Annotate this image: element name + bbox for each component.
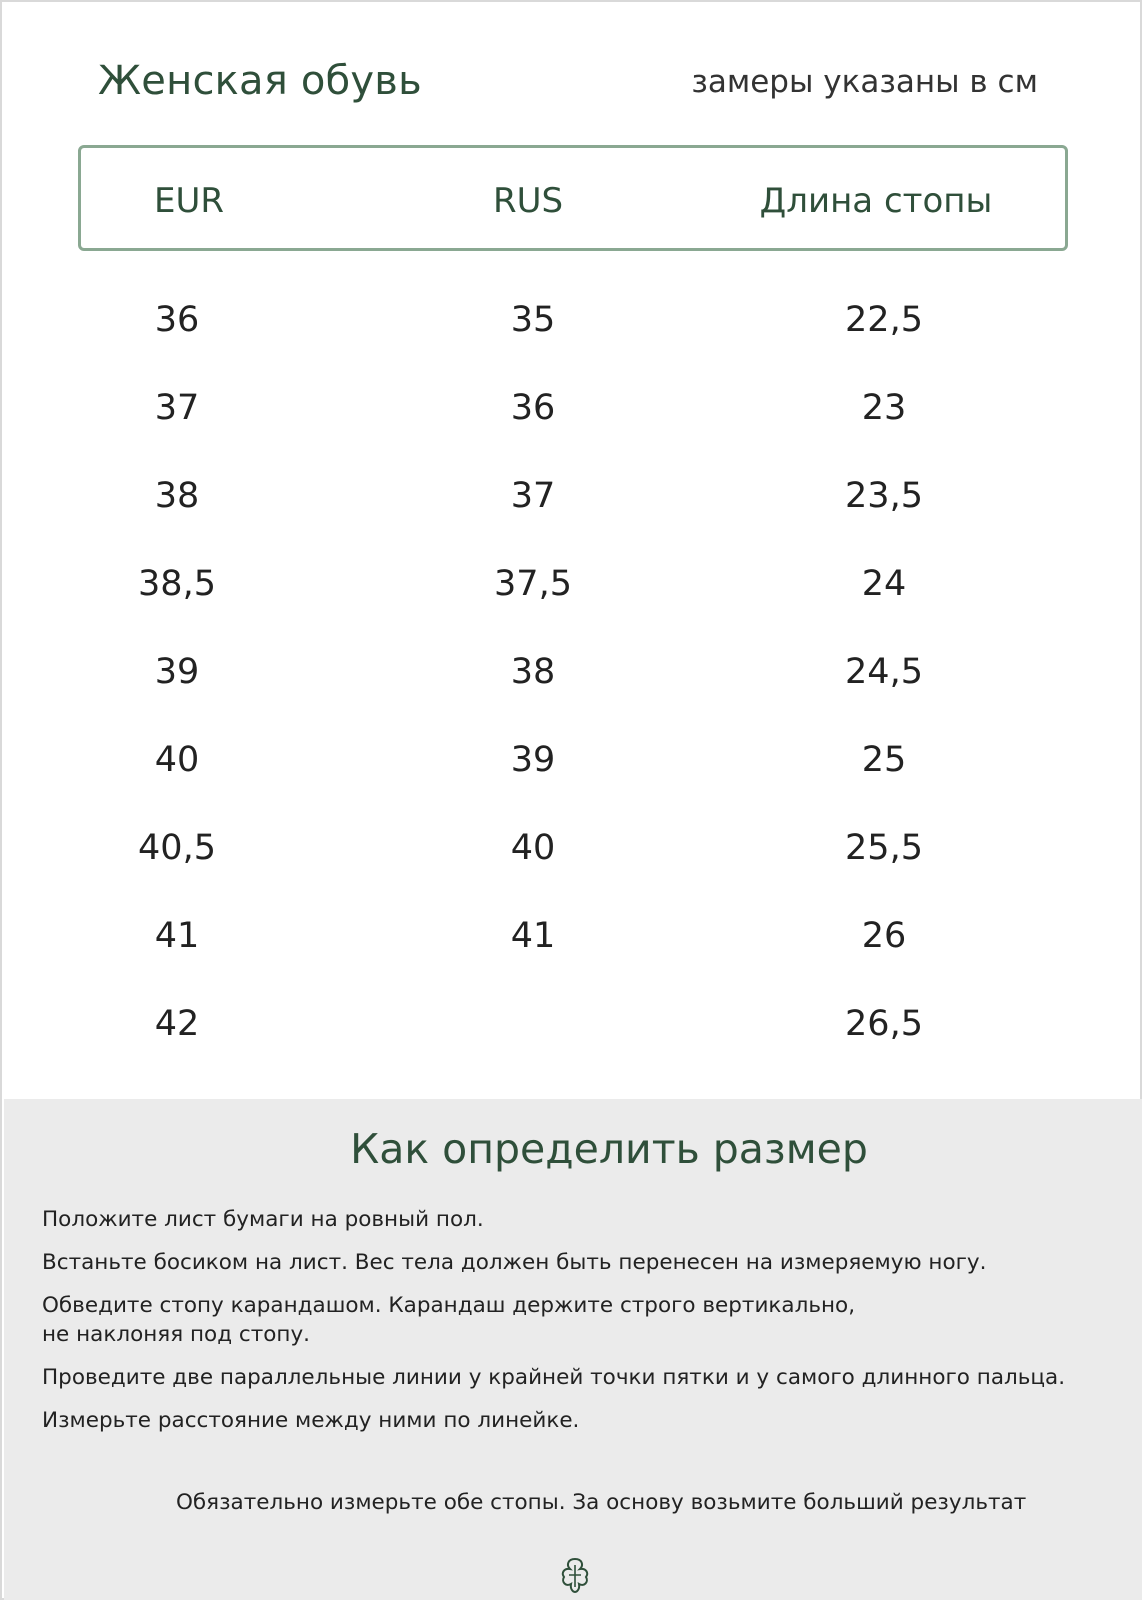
eur-size: 42 [154,1004,200,1044]
instruction-step: Проведите две параллельные линии у крайней точки пятки и у самого длинного пальца. [42,1365,1066,1390]
eur-size: 38,5 [138,564,216,604]
eur-size: 38 [154,476,200,516]
eur-size: 37 [154,388,200,428]
instruction-step: Положите лист бумаги на ровный пол. [42,1207,484,1232]
table-row [2,468,1142,556]
column-header-eur: EUR [154,181,224,221]
table-row [2,292,1142,380]
rus-size: 36 [510,388,556,428]
column-header-foot-length: Длина стопы [759,181,993,221]
brand-logo-icon [558,1555,592,1595]
table-row [2,996,1142,1084]
foot-length: 26,5 [845,1004,923,1044]
foot-length: 22,5 [845,300,923,340]
foot-length: 23,5 [845,476,923,516]
eur-size: 41 [154,916,200,956]
size-table-body [2,292,1142,1084]
table-row [2,556,1142,644]
how-to-measure-panel [4,1099,1142,1600]
instruction-step: Встаньте босиком на лист. Вес тела должен быть перенесен на измеряемую ногу. [42,1250,987,1275]
rus-size: 39 [510,740,556,780]
eur-size: 39 [154,652,200,692]
measure-note: Обязательно измерьте обе стопы. За основу возьмите больший результат [176,1490,1027,1515]
instruction-list [42,1205,1122,1449]
table-row [2,908,1142,996]
rus-size: 40 [510,828,556,868]
rus-size: 41 [510,916,556,956]
table-row [2,820,1142,908]
page-title: Женская обувь [98,58,422,104]
rus-size: 35 [510,300,556,340]
rus-size: 38 [510,652,556,692]
table-row [2,380,1142,468]
foot-length: 25 [861,740,907,780]
foot-length: 26 [861,916,907,956]
instruction-step: Обведите стопу карандашом. Карандаш держите строго вертикально, не наклоняя под стопу. [42,1293,856,1347]
foot-length: 23 [861,388,907,428]
eur-size: 40 [154,740,200,780]
table-row [2,644,1142,732]
rus-size: 37 [510,476,556,516]
eur-size: 36 [154,300,200,340]
how-to-title: Как определить размер [350,1125,868,1173]
foot-length: 24,5 [845,652,923,692]
table-row [2,732,1142,820]
rus-size: 37,5 [494,564,572,604]
column-header-rus: RUS [492,181,564,221]
foot-length: 25,5 [845,828,923,868]
units-note: замеры указаны в см [691,64,1038,100]
instruction-step: Измерьте расстояние между ними по линейке. [42,1408,580,1433]
table-header [78,145,1068,251]
eur-size: 40,5 [138,828,216,868]
foot-length: 24 [861,564,907,604]
